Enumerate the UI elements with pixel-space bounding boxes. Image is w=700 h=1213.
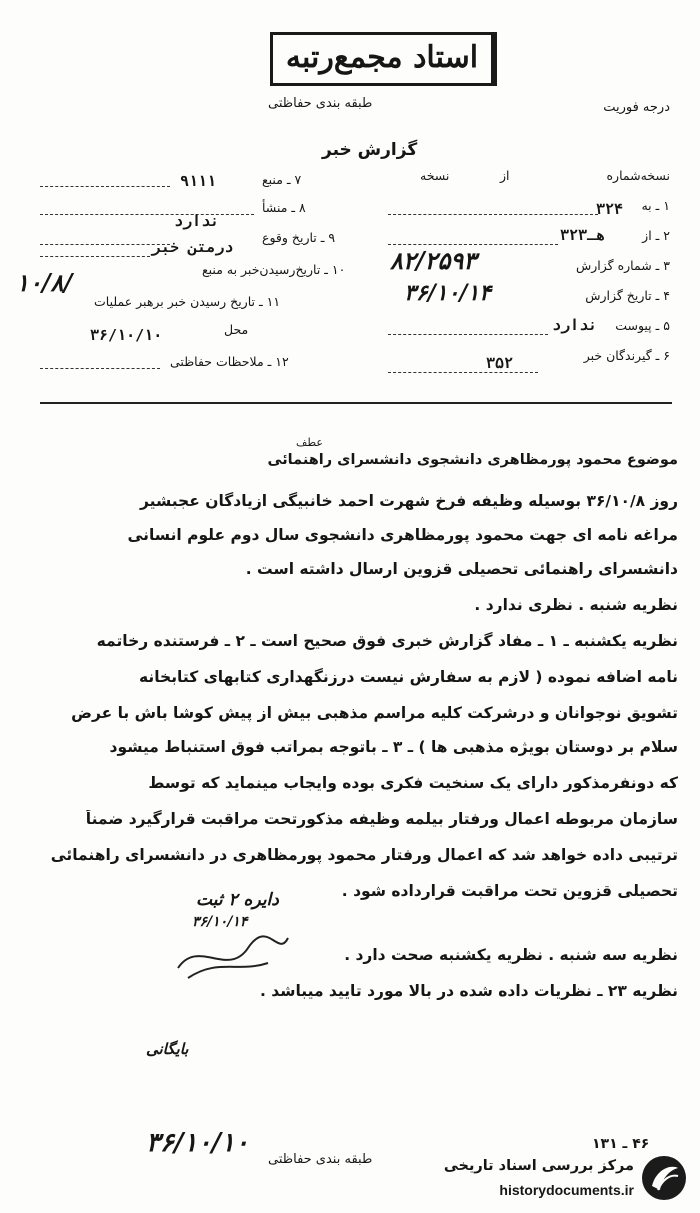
handwritten-note-1: دایره ۲ ثبت [196, 890, 279, 910]
watermark-logo [414, 1150, 694, 1210]
report-number-value: ۸۲/۲۵۹۳ [390, 246, 477, 275]
to-value: ۳۲۴ [596, 200, 624, 218]
occurrence-date-label: ۹ ـ تاریخ وقوع [262, 230, 336, 245]
body-line-8: سلام بر دوستان بویژه مذهبی ها ) ـ ۳ ـ باتوجه بمراتب فوق استنباط میشود [109, 738, 678, 756]
handwritten-note-3: بایگانی [146, 1040, 189, 1058]
logo-url: historydocuments.ir [499, 1182, 634, 1198]
header-separator [40, 402, 672, 404]
body-line-7: تشویق نوجوانان و درشرکت کلیه مراسم مذهبی بیش از پیش کوشا باش با عرض [71, 704, 678, 722]
report-title: گزارش خبر [322, 140, 418, 160]
to-dashline [388, 214, 598, 215]
signature-scribble [168, 918, 298, 988]
attachment-label: ۵ ـ پیوست [615, 318, 670, 333]
leader-date-label: ۱۱ ـ تاریخ رسیدن خبر برهبر عملیات [94, 294, 281, 309]
from-label: ۲ ـ از [642, 228, 670, 243]
origin-label: ۸ ـ منشأ [262, 200, 306, 215]
logo-text: مرکز بررسی اسناد تاریخی [443, 1158, 634, 1174]
origin-dashline [40, 214, 254, 215]
source-dashline [40, 186, 170, 187]
priority-label: درجه فوریت [603, 100, 670, 115]
body-line-9: که دونفرمذکور دارای یک سنخیت فکری بوده وایجاب مینماید که توسط [148, 774, 678, 792]
news-source-dashline [40, 256, 150, 257]
to-label: ۱ ـ به [641, 198, 670, 213]
location-value: ۳۶/۱۰/۱۰ [90, 326, 163, 344]
footer-page-code: ۴۶ ـ ۱۳۱ [592, 1136, 650, 1152]
handwritten-note-4: ۳۶/۱۰/۱۰ [146, 1128, 249, 1158]
body-line-14: نظریه ۲۳ ـ نظریات داده شده در بالا مورد تایید میباشد . [259, 982, 678, 1000]
security-notes-dashline [40, 368, 160, 369]
body-line-5: نظریه یکشنبه ـ ۱ ـ مفاد گزارش خبری فوق صحیح است ـ ۲ ـ فرستنده رخاتمه [96, 632, 678, 650]
body-line-4: نظریه شنبه . نظری ندارد . [474, 596, 678, 614]
source-label: ۷ ـ منبع [262, 172, 302, 187]
report-date-label: ۴ ـ تاریخ گزارش [585, 288, 670, 303]
recipients-label: ۶ ـ گیرندگان خبر [583, 348, 670, 363]
footer-classification: طبقه بندی حفاظتی [268, 1152, 373, 1167]
attachment-value: ندارد [552, 316, 598, 334]
news-to-source-date-label: ۱۰ ـ تاریخ‌رسیدن‌خبر به منبع [202, 262, 346, 277]
subject-line: موضوع محمود پورمظاهری دانشجوی دانشسرای راهنمائی [267, 452, 678, 468]
body-line-3: دانشسرای راهنمائی تحصیلی قزوین ارسال داشته است . [245, 560, 678, 578]
classification-label: طبقه بندی حفاظتی [268, 96, 373, 111]
from-value: ۳۲۳هـ [560, 226, 606, 244]
subject-annotation: عطف [296, 436, 323, 449]
handwritten-note-2: ۳۶/۱۰/۱۴ [192, 914, 248, 930]
body-line-13: نظریه سه شنبه . نظریه یکشنبه صحت دارد . [344, 946, 678, 964]
body-line-6: نامه اضافه نموده ( لازم به سفارش نیست درزنگهداری کتابهای کتابخانه [139, 668, 678, 686]
source-value: ۹۱۱۱ [180, 172, 217, 190]
body-line-11: ترتیبی داده خواهد شد که اعمال ورفتار محمود پورمظاهری در دانشسرای راهنمائی [50, 846, 678, 864]
occurrence-date-value: ندارد [174, 212, 220, 230]
attachment-dashline [388, 334, 548, 335]
leader-date-value: ۱۰/۸/ [16, 268, 73, 297]
body-line-10: سازمان مربوطه اعمال ورفتار بیلمه وظیفه مذکورتحت مراقبت قرارگیرد ضمناً [85, 810, 678, 828]
security-notes-label: ۱۲ ـ ملاحظات حفاظتی [170, 354, 289, 369]
report-number-label: ۳ ـ شماره گزارش [575, 258, 670, 273]
from-dashline [388, 244, 558, 245]
header-stamp: استاد مجمع‌رتبه [270, 32, 497, 86]
recipients-value: ۳۵۲ [486, 354, 514, 372]
copy-label: نسخه [420, 168, 450, 183]
recipients-dashline [388, 372, 538, 373]
body-line-12: تحصیلی قزوین تحت مراقبت قرارداده شود . [341, 882, 678, 900]
body-line-2: مراغه نامه ای جهت محمود پورمظاهری دانشجوی سال دوم علوم انسانی [127, 526, 678, 544]
archive-logo-icon [640, 1154, 688, 1202]
copy-number-label: نسخه‌شماره [606, 168, 670, 183]
report-date-value: ۳۶/۱۰/۱۴ [404, 280, 491, 306]
location-label: محل [224, 322, 249, 337]
body-line-1: روز ۳۶/۱۰/۸ بوسیله وظیفه فرخ شهرت احمد خانبیگی ازیادگان عجبشیر [139, 492, 678, 510]
news-to-source-date-value: درمتن خبر [152, 238, 234, 256]
copy-of-label: از [500, 168, 510, 183]
occurrence-dashline [40, 244, 170, 245]
